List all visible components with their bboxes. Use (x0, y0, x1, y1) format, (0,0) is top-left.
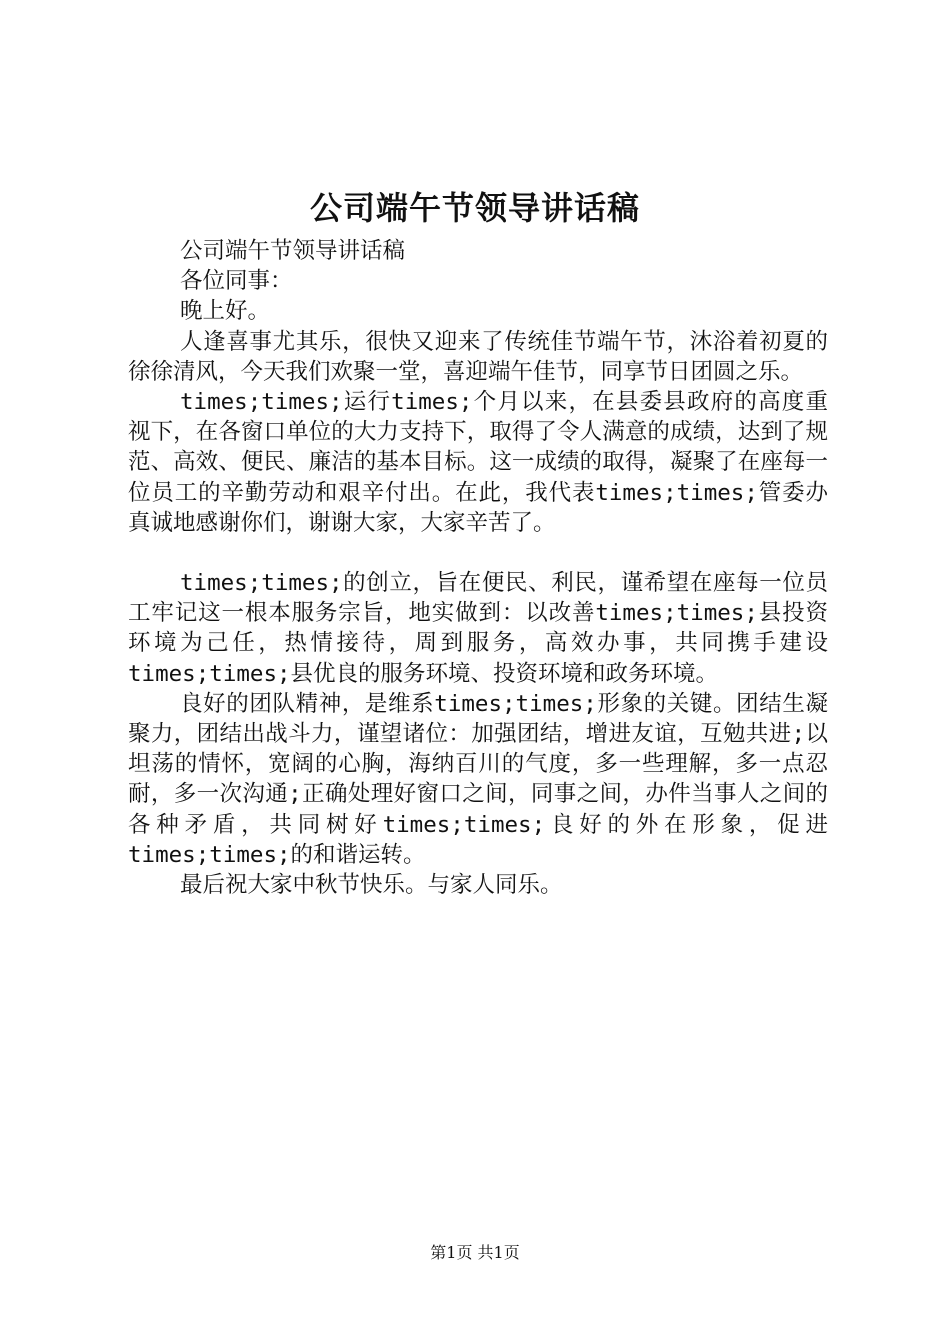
paragraph-salutation: 各位同事： (180, 268, 293, 295)
document-title: 公司端午节领导讲话稿 (309, 189, 640, 227)
paragraph-achievements: times;times;运行times;个月以来，在县委县政府的高度重视下，在各窗口单位的大力支持下，取得了令人满意的成绩，达到了规范、高效、便民、廉洁的基本目标。这一成绩的取得，凝聚了在座每一位员工的辛勤劳动和艰辛付出。在此，我代表times;times;管委办真诚地感谢你们，谢谢大家，大家辛苦了。 (128, 389, 828, 536)
document-body (128, 236, 828, 900)
paragraph-festival-intro: 人逢喜事尤其乐，很快又迎来了传统佳节端午节，沐浴着初夏的徐徐清风，今天我们欢聚一堂，喜迎端午佳节，同享节日团圆之乐。 (128, 328, 828, 385)
page-footer: 第1页 共1页 (430, 1243, 520, 1262)
paragraph-subtitle: 公司端午节领导讲话稿 (180, 238, 406, 264)
paragraph-team-spirit: 良好的团队精神，是维系times;times;形象的关键。团结生凝聚力，团结出战斗力，谨望诸位：加强团结，增进友谊，互勉共进;以坦荡的情怀，宽阔的心胸，海纳百川的气度，多一些理解，多一点忍耐，多一次沟通;正确处理好窗口之间，同事之间，办件当事人之间的各种矛盾，共同树好times;times;良好的外在形象，促进times;times;的和谐运转。 (128, 690, 828, 868)
paragraph-closing-wishes: 最后祝大家中秋节快乐。与家人同乐。 (180, 872, 563, 899)
paragraph-service-purpose: times;times;的创立，旨在便民、利民，谨希望在座每一位员工牢记这一根本服务宗旨，地实做到：以改善times;times;县投资环境为己任，热情接待，周到服务，高效办事，共同携手建设times;times;县优良的服务环境、投资环境和政务环境。 (128, 570, 828, 687)
paragraph-greeting: 晚上好。 (180, 298, 271, 325)
